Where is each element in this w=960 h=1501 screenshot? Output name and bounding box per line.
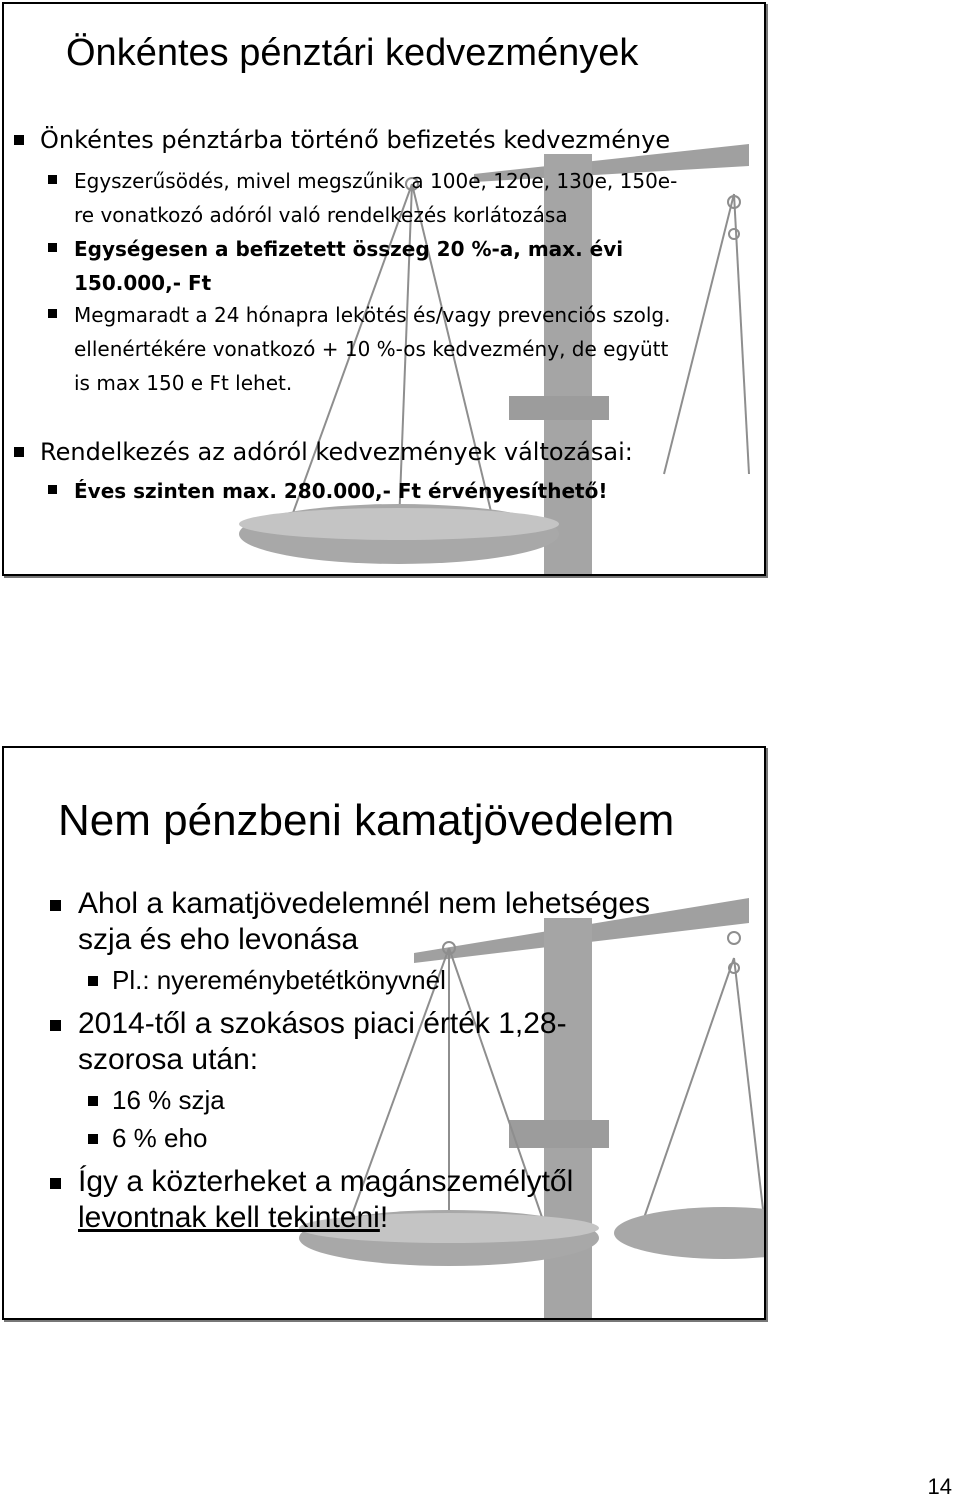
bullet-text-line: ellenértékére vonatkozó + 10 %-os kedvezmény, de együtt (74, 337, 669, 361)
slide-2-title: Nem pénzbeni kamatjövedelem (58, 796, 675, 845)
exclamation-text: ! (379, 1201, 389, 1234)
sub-bullet-example (112, 964, 446, 996)
bullet-text-line: Egységesen a befizetett összeg 20 %-a, max. évi (74, 237, 624, 261)
sub-bullet-24-months (74, 298, 670, 400)
sub-bullet-uniform-rate (74, 232, 623, 300)
bullet-square-icon (50, 900, 61, 911)
slide-2 (2, 746, 766, 1320)
bullet-text-line: 2014-től a szokásos piaci érték 1,28- (78, 1007, 567, 1040)
sub-bullet-szja (112, 1084, 225, 1116)
bullet-square-icon (48, 309, 57, 318)
bullet-text: Éves szinten max. 280.000,- Ft érvényesíthető! (74, 479, 608, 503)
bullet-square-icon (48, 175, 57, 184)
bullet-text: 16 % szja (112, 1085, 225, 1115)
bullet-text-line: szorosa után: (78, 1043, 259, 1076)
bullet-square-icon (14, 135, 24, 145)
bullet-voluntary-fund (40, 126, 670, 154)
bullet-tax-disposition (40, 438, 633, 466)
bullet-text-line: Ahol a kamatjövedelemnél nem lehetséges (78, 887, 651, 920)
bullet-square-icon (50, 1020, 61, 1031)
bullet-square-icon (88, 1134, 98, 1144)
bullet-2014-market-value (78, 1006, 567, 1078)
slide-1 (2, 2, 766, 576)
bullet-square-icon (48, 485, 57, 494)
sub-bullet-eho (112, 1122, 207, 1154)
bullet-square-icon (14, 447, 24, 457)
bullet-no-deduction (78, 886, 650, 958)
page-number: 14 (927, 1474, 952, 1499)
slide-1-title: Önkéntes pénztári kedvezmények (66, 32, 639, 74)
bullet-text: 6 % eho (112, 1123, 208, 1153)
bullet-text-line: is max 150 e Ft lehet. (74, 371, 293, 395)
bullet-text: Önkéntes pénztárba történő befizetés kedvezménye (40, 126, 671, 154)
sub-bullet-simplification (74, 164, 677, 232)
underlined-text: levontnak kell tekinteni (78, 1201, 380, 1234)
bullet-square-icon (88, 1096, 98, 1106)
bullet-text-line: Így a közterheket a magánszemélytől (78, 1165, 574, 1198)
bullet-text: Pl.: nyereménybetétkönyvnél (112, 965, 446, 995)
bullet-text-line: re vonatkozó adóról való rendelkezés korlátozása (74, 203, 568, 227)
bullet-square-icon (88, 976, 98, 986)
bullet-square-icon (48, 243, 57, 252)
bullet-text-line: Egyszerűsödés, mivel megszűnik a 100e, 120e, 130e, 150e- (74, 169, 678, 193)
bullet-text-line: Megmaradt a 24 hónapra lekötés és/vagy prevenciós szolg. (74, 303, 671, 327)
bullet-text-line: 150.000,- Ft (74, 271, 212, 295)
bullet-public-charges (78, 1164, 573, 1236)
bullet-square-icon (50, 1178, 61, 1189)
bullet-text-line: szja és eho levonása (78, 923, 359, 956)
sub-bullet-annual-max (74, 474, 607, 508)
bullet-text: Rendelkezés az adóról kedvezmények változásai: (40, 438, 633, 466)
bullet-text-line (78, 1200, 573, 1236)
